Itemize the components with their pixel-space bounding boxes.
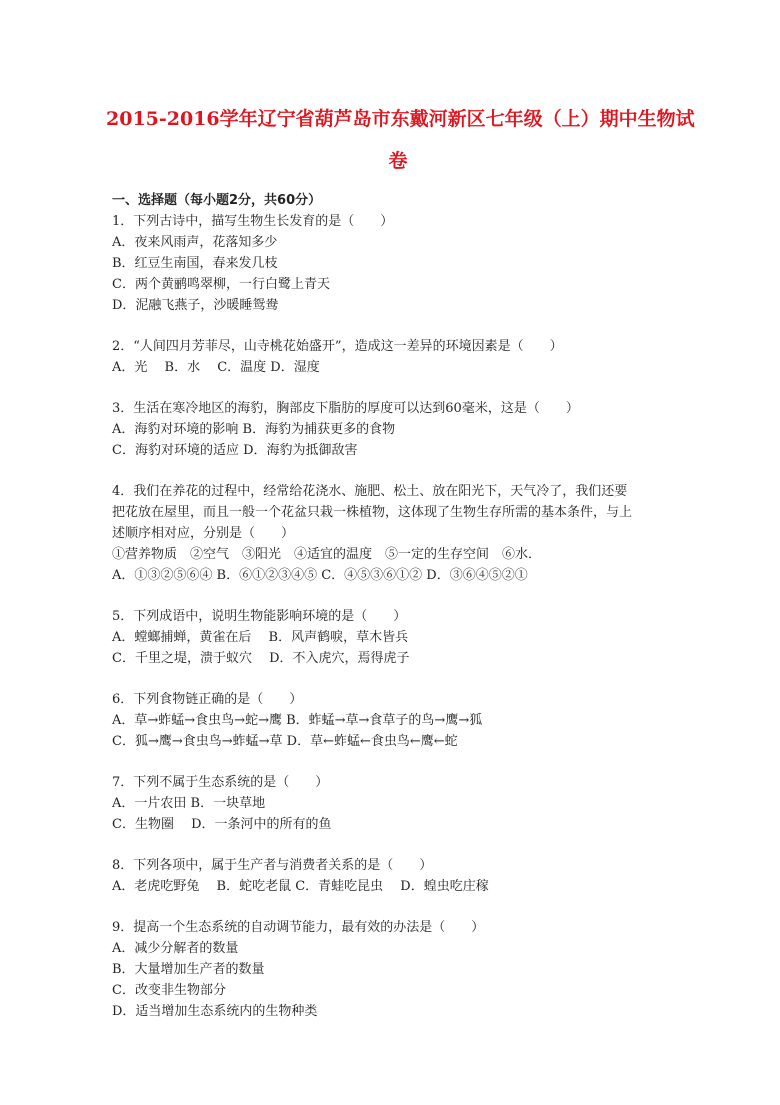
question-text: 6．下列食物链正确的是（ ） xyxy=(112,692,303,707)
question-text: 3．生活在寒冷地区的海豹，胸部皮下脂肪的厚度可以达到60毫米，这是（ ） xyxy=(112,401,579,416)
answer-option: A．减少分解者的数量 xyxy=(112,941,239,956)
question-text: 5．下列成语中，说明生物能影响环境的是（ ） xyxy=(112,609,407,624)
document-title xyxy=(106,104,695,176)
answer-option: A．海豹对环境的影响 B．海豹为捕获更多的食物 xyxy=(112,422,396,437)
question-list xyxy=(112,211,690,1022)
answer-option: D．适当增加生态系统内的生物种类 xyxy=(112,1004,318,1019)
answer-option: A．螳螂捕蝉，黄雀在后 B．风声鹤唳，草木皆兵 xyxy=(112,630,409,645)
answer-option: A．①③②⑤⑥④ B．⑥①②③④⑤ C．④⑤③⑥①② D．③⑥④⑤②① xyxy=(112,568,528,583)
question-text: 1．下列古诗中，描写生物生长发育的是（ ） xyxy=(112,214,394,229)
answer-option: A．一片农田 B．一块草地 xyxy=(112,796,266,811)
answer-option: B．红豆生南国，春来发几枝 xyxy=(112,256,278,271)
answer-option: C．海豹对环境的适应 D．海豹为抵御敌害 xyxy=(112,443,358,458)
answer-option: C．两个黄鹂鸣翠柳，一行白鹭上青天 xyxy=(112,277,330,292)
answer-option: C．生物圈 D．一条河中的所有的鱼 xyxy=(112,817,332,832)
question-text: 4．我们在养花的过程中，经常给花浇水、施肥、松土、放在阳光下，天气冷了，我们还要 xyxy=(112,484,628,499)
answer-option: A．光 B．水 C．温度 D．湿度 xyxy=(112,360,320,375)
question-text: 7．下列不属于生态系统的是（ ） xyxy=(112,775,329,790)
question-1 xyxy=(112,211,690,316)
question-3 xyxy=(112,398,690,461)
section-heading: 一、选择题（每小题2分，共60分） xyxy=(112,193,322,208)
answer-option: C．改变非生物部分 xyxy=(112,983,226,998)
question-text: 8．下列各项中，属于生产者与消费者关系的是（ ） xyxy=(112,858,433,873)
answer-option: D．泥融飞燕子，沙暖睡鸳鸯 xyxy=(112,298,279,313)
answer-option: C．千里之堤，溃于蚁穴 D．不入虎穴，焉得虎子 xyxy=(112,651,410,666)
title-line-2: 卷 xyxy=(388,150,408,172)
answer-option: A．草→蚱蜢→食虫鸟→蛇→鹰 B．蚱蜢→草→食草子的鸟→鹰→狐 xyxy=(112,713,483,728)
question-8 xyxy=(112,855,690,897)
answer-option: A．夜来风雨声，花落知多少 xyxy=(112,235,278,250)
question-text: 9．提高一个生态系统的自动调节能力，最有效的办法是（ ） xyxy=(112,920,485,935)
answer-option: A．老虎吃野兔 B．蛇吃老鼠 C．青蛙吃昆虫 D．蝗虫吃庄稼 xyxy=(112,879,489,894)
question-4 xyxy=(112,481,690,586)
question-7 xyxy=(112,772,690,835)
answer-option: C．狐→鹰→食虫鸟→蚱蜢→草 D．草←蚱蜢←食虫鸟←鹰←蛇 xyxy=(112,734,458,749)
question-text: 把花放在屋里，而且一般一个花盆只栽一株植物，这体现了生物生存所需的基本条件，与上 xyxy=(112,505,633,520)
title-line-1: 2015-2016学年辽宁省葫芦岛市东戴河新区七年级（上）期中生物试 xyxy=(106,108,695,130)
question-9 xyxy=(112,917,690,1022)
question-text: 2．“人间四月芳菲尽，山寺桃花始盛开”，造成这一差异的环境因素是（ ） xyxy=(112,339,563,354)
answer-option: B．大量增加生产者的数量 xyxy=(112,962,265,977)
question-2 xyxy=(112,336,690,378)
question-text: ①营养物质 ②空气 ③阳光 ④适宜的温度 ⑤一定的生存空间 ⑥水． xyxy=(112,547,542,562)
question-5 xyxy=(112,606,690,669)
question-6 xyxy=(112,689,690,752)
question-text: 述顺序相对应，分别是（ ） xyxy=(112,526,295,541)
